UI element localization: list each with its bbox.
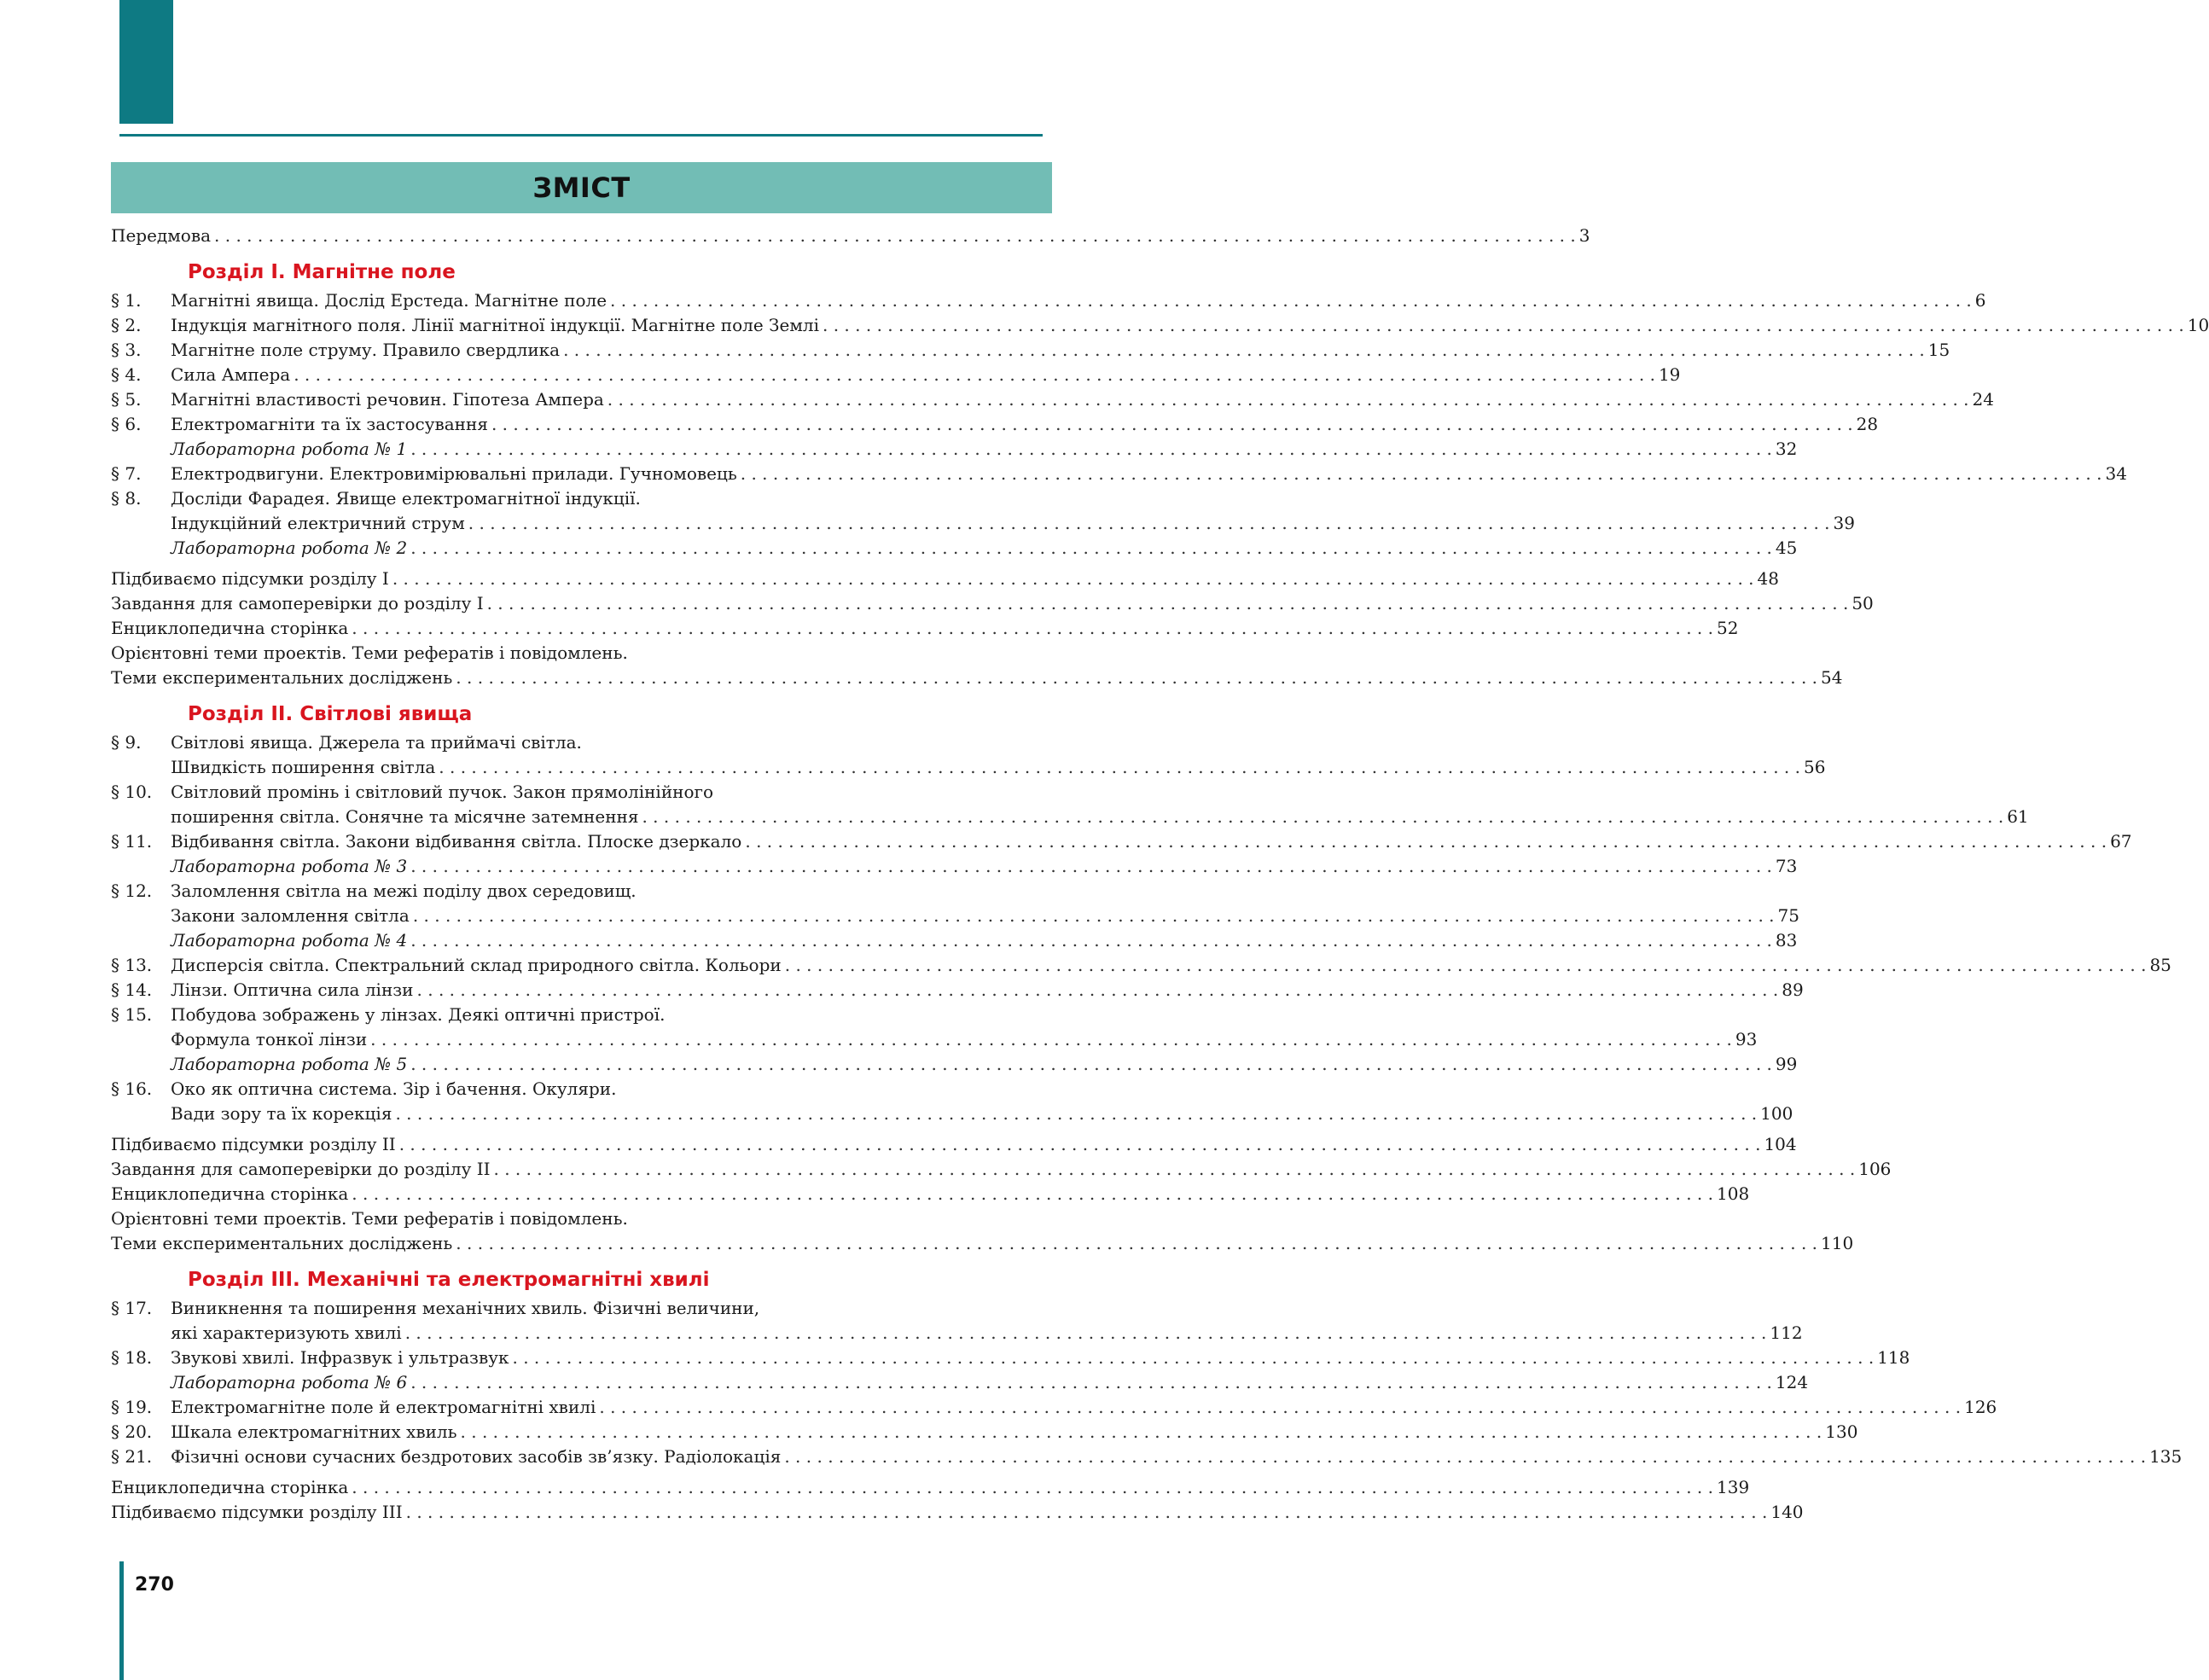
toc-number: § 15. (111, 1004, 153, 1025)
toc-page: 124 (1775, 1372, 1809, 1392)
toc-page: 56 (1803, 757, 1826, 777)
toc-page: 118 (1877, 1347, 1910, 1368)
toc-text: які характеризують хвилі (171, 1322, 402, 1343)
toc-page: 130 (1825, 1421, 1858, 1442)
toc-text: Швидкість поширення світла (171, 757, 436, 777)
toc-row[interactable] (111, 1346, 1910, 1370)
toc-row[interactable] (111, 1077, 1052, 1102)
dot-leader (456, 1231, 1817, 1256)
toc-page: 75 (1777, 905, 1799, 926)
toc-number: § 6. (111, 414, 142, 434)
dot-leader (405, 1321, 1767, 1346)
toc-text: Дисперсія світла. Спектральний склад природного світла. Кольори (171, 955, 782, 975)
toc-text: Передмова (111, 225, 212, 246)
toc-text: Орієнтовні теми проектів. Теми рефератів і повідомлень. (111, 1208, 628, 1229)
toc-row[interactable] (111, 1445, 2183, 1469)
dot-leader (294, 363, 1655, 387)
toc-number: § 21. (111, 1446, 153, 1467)
toc-text: Відбивання світла. Закони відбивання світла. Плоске дзеркало (171, 831, 742, 852)
toc-page: 85 (2149, 955, 2171, 975)
toc-row-continued[interactable] (111, 1321, 1803, 1346)
toc-row-continued[interactable] (111, 805, 2029, 829)
toc-page: 135 (2149, 1446, 2183, 1467)
toc-row[interactable] (111, 829, 2132, 854)
toc-row[interactable] (111, 978, 1804, 1003)
toc-page: 108 (1717, 1183, 1750, 1204)
toc-row-encyclopedia[interactable] (111, 1182, 1750, 1206)
dot-leader (563, 338, 1925, 363)
toc-row-lab[interactable] (111, 1052, 1798, 1077)
toc-text: Магнітні властивості речовин. Гіпотеза Ампера (171, 389, 604, 410)
toc-row[interactable] (111, 953, 2171, 978)
toc-number: § 18. (111, 1347, 153, 1368)
toc-text: Енциклопедична сторінка (111, 1183, 349, 1204)
toc-page: 83 (1775, 930, 1798, 950)
dot-leader (399, 1132, 1761, 1157)
toc-number: § 17. (111, 1298, 153, 1318)
toc-page: 89 (1782, 980, 1804, 1000)
toc-number: § 11. (111, 831, 153, 852)
toc-number: § 4. (111, 364, 142, 385)
toc-page: 24 (1972, 389, 1994, 410)
toc-text: Лінзи. Оптична сила лінзи (171, 980, 414, 1000)
toc-text: Лабораторна робота № 4 (171, 930, 408, 950)
toc-page: 139 (1717, 1477, 1750, 1497)
toc-text: Сила Ампера (171, 364, 291, 385)
toc-row-encyclopedia[interactable] (111, 616, 1739, 641)
toc-page: 52 (1717, 618, 1739, 638)
table-of-contents (111, 224, 2209, 1525)
toc-number: § 5. (111, 389, 142, 410)
toc-row-lab[interactable] (111, 536, 1798, 561)
toc-text: Підбиваємо підсумки розділу II (111, 1134, 396, 1154)
toc-row-lab[interactable] (111, 437, 1798, 462)
toc-page: 61 (2007, 806, 2029, 827)
top-divider (119, 134, 1043, 137)
toc-row-projects[interactable] (111, 1206, 1052, 1231)
toc-number: § 16. (111, 1078, 153, 1099)
toc-page: 48 (1757, 568, 1779, 589)
toc-number: § 1. (111, 290, 142, 311)
toc-page: 99 (1775, 1054, 1798, 1074)
dot-leader (392, 567, 1754, 591)
corner-accent-block (119, 0, 173, 124)
dot-leader (410, 437, 1772, 462)
toc-row[interactable] (111, 288, 1986, 313)
toc-page: 106 (1858, 1159, 1892, 1179)
toc-text: поширення світла. Сонячне та місячне затемнення (171, 806, 639, 827)
toc-row[interactable] (111, 879, 1052, 904)
dot-leader (352, 616, 1713, 641)
toc-page: 19 (1658, 364, 1681, 385)
toc-number: § 20. (111, 1421, 153, 1442)
toc-text: Електромагнітне поле й електромагнітні хвилі (171, 1397, 596, 1417)
dot-leader (512, 1346, 1874, 1370)
dot-leader (461, 1420, 1822, 1445)
toc-text: Теми експериментальних досліджень (111, 1233, 453, 1253)
toc-page: 73 (1775, 856, 1798, 876)
toc-number: § 7. (111, 463, 142, 484)
toc-page: 93 (1735, 1029, 1758, 1049)
toc-row[interactable] (111, 486, 1052, 511)
toc-row-summary[interactable] (111, 1500, 1804, 1525)
toc-text: Лабораторна робота № 5 (171, 1054, 408, 1074)
toc-text: Магнітні явища. Дослід Ерстеда. Магнітне поле (171, 290, 607, 311)
toc-row-encyclopedia[interactable] (111, 1475, 1750, 1500)
toc-page: 3 (1578, 225, 1590, 246)
section-heading-2: Розділ II. Світлові явища (188, 703, 473, 725)
toc-text: Формула тонкої лінзи (171, 1029, 368, 1049)
toc-row[interactable] (111, 338, 1950, 363)
toc-text: Енциклопедична сторінка (111, 1477, 349, 1497)
toc-number: § 19. (111, 1397, 153, 1417)
dot-leader (370, 1027, 1732, 1052)
toc-text: Магнітне поле струму. Правило свердлика (171, 340, 561, 360)
toc-row-continued[interactable] (111, 755, 1826, 780)
toc-text: Підбиваємо підсумки розділу III (111, 1502, 403, 1522)
toc-text: Досліди Фарадея. Явище електромагнітної індукції. (171, 488, 641, 509)
toc-number: § 8. (111, 488, 142, 509)
toc-page: 39 (1833, 513, 1855, 533)
toc-number: § 2. (111, 315, 142, 335)
toc-page: 10 (2187, 315, 2209, 335)
toc-page: 112 (1770, 1322, 1803, 1343)
toc-page: 15 (1927, 340, 1950, 360)
toc-text: Лабораторна робота № 6 (171, 1372, 408, 1392)
toc-number: § 14. (111, 980, 153, 1000)
toc-row-continued[interactable] (111, 1027, 1758, 1052)
toc-number: § 9. (111, 732, 142, 753)
toc-row-continued[interactable] (111, 666, 1843, 690)
toc-text: Побудова зображень у лінзах. Деякі оптичні пристрої. (171, 1004, 666, 1025)
toc-row-selfcheck[interactable] (111, 1157, 1892, 1182)
toc-page: 110 (1821, 1233, 1854, 1253)
dot-leader (494, 1157, 1856, 1182)
dot-leader (413, 904, 1775, 928)
dot-leader (214, 224, 1576, 248)
toc-row-continued[interactable] (111, 511, 1855, 536)
toc-row[interactable] (111, 1420, 1858, 1445)
toc-row-selfcheck[interactable] (111, 591, 1874, 616)
toc-row[interactable] (111, 1296, 1052, 1321)
dot-leader (417, 978, 1779, 1003)
toc-row[interactable] (111, 1003, 1052, 1027)
toc-row-continued[interactable] (111, 1231, 1854, 1256)
toc-row-lab[interactable] (111, 854, 1798, 879)
toc-number: § 12. (111, 881, 153, 901)
toc-number: § 3. (111, 340, 142, 360)
toc-text: Завдання для самоперевірки до розділу II (111, 1159, 491, 1179)
toc-row[interactable] (111, 412, 1879, 437)
dot-leader (741, 462, 2102, 486)
toc-page: 140 (1770, 1502, 1804, 1522)
dot-leader (456, 666, 1817, 690)
toc-row-lab[interactable] (111, 1370, 1809, 1395)
toc-row-continued[interactable] (111, 904, 1799, 928)
dot-leader (395, 1102, 1757, 1126)
toc-number: § 13. (111, 955, 153, 975)
toc-page: 50 (1851, 593, 1874, 613)
dot-leader (784, 1445, 2146, 1469)
page-number: 270 (135, 1574, 174, 1596)
dot-leader (439, 755, 1800, 780)
toc-page: 126 (1964, 1397, 1997, 1417)
page-title: ЗМІСТ (532, 171, 631, 204)
toc-text: Виникнення та поширення механічних хвиль. Фізичні величини, (171, 1298, 760, 1318)
toc-text: Лабораторна робота № 2 (171, 538, 408, 558)
toc-text: Індукція магнітного поля. Лінії магнітної індукції. Магнітне поле Землі (171, 315, 819, 335)
toc-text: Завдання для самоперевірки до розділу I (111, 593, 484, 613)
toc-page: 67 (2110, 831, 2132, 852)
toc-row-preface[interactable] (111, 224, 1590, 248)
toc-text: Індукційний електричний струм (171, 513, 465, 533)
toc-row[interactable] (111, 387, 1994, 412)
dot-leader (745, 829, 2107, 854)
toc-page: 34 (2105, 463, 2127, 484)
toc-page: 32 (1775, 439, 1798, 459)
toc-text: Лабораторна робота № 3 (171, 856, 408, 876)
toc-text: Електродвигуни. Електровимірювальні прилади. Гучномовець (171, 463, 737, 484)
toc-text: Електромагніти та їх застосування (171, 414, 488, 434)
dot-leader (642, 805, 2003, 829)
toc-text: Підбиваємо підсумки розділу I (111, 568, 389, 589)
dot-leader (491, 412, 1853, 437)
dot-leader (352, 1475, 1713, 1500)
toc-page: 104 (1764, 1134, 1797, 1154)
dot-leader (406, 1500, 1768, 1525)
toc-text: Шкала електромагнітних хвиль (171, 1421, 457, 1442)
toc-text: Закони заломлення світла (171, 905, 410, 926)
toc-text: Теми експериментальних досліджень (111, 667, 453, 688)
toc-row-projects[interactable] (111, 641, 1052, 666)
toc-row[interactable] (111, 1395, 1997, 1420)
toc-row[interactable] (111, 363, 1681, 387)
toc-row[interactable] (111, 313, 2209, 338)
toc-number: § 10. (111, 782, 153, 802)
toc-text: Лабораторна робота № 1 (171, 439, 408, 459)
dot-leader (410, 1052, 1772, 1077)
toc-text: Світлові явища. Джерела та приймачі світла. (171, 732, 582, 753)
dot-leader (607, 387, 1969, 412)
section-heading-3: Розділ III. Механічні та електромагнітні хвилі (188, 1269, 710, 1291)
dot-leader (610, 288, 1972, 313)
side-accent-rule (119, 1561, 124, 1680)
toc-text: Світловий промінь і світловий пучок. Закон прямолінійного (171, 782, 714, 802)
toc-text: Енциклопедична сторінка (111, 618, 349, 638)
dot-leader (468, 511, 1830, 536)
toc-row[interactable] (111, 730, 1052, 755)
dot-leader (352, 1182, 1713, 1206)
toc-page: 28 (1856, 414, 1879, 434)
toc-page: 100 (1760, 1103, 1793, 1124)
toc-text: Звукові хвилі. Інфразвук і ультразвук (171, 1347, 509, 1368)
dot-leader (410, 928, 1772, 953)
toc-row-continued[interactable] (111, 1102, 1793, 1126)
dot-leader (410, 1370, 1772, 1395)
toc-text: Орієнтовні теми проектів. Теми рефератів і повідомлень. (111, 642, 628, 663)
toc-text: Заломлення світла на межі поділу двох середовищ. (171, 881, 637, 901)
toc-row[interactable] (111, 780, 1052, 805)
dot-leader (410, 854, 1772, 879)
toc-row-summary[interactable] (111, 567, 1779, 591)
toc-page: 6 (1974, 290, 1986, 311)
dot-leader (410, 536, 1772, 561)
toc-text: Вади зору та їх корекція (171, 1103, 392, 1124)
section-heading-1: Розділ I. Магнітне поле (188, 261, 456, 283)
toc-row-summary[interactable] (111, 1132, 1797, 1157)
dot-leader (785, 953, 2147, 978)
toc-row-lab[interactable] (111, 928, 1798, 953)
toc-text: Око як оптична система. Зір і бачення. Окуляри. (171, 1078, 617, 1099)
toc-page: 54 (1821, 667, 1843, 688)
dot-leader (487, 591, 1849, 616)
toc-text: Фізичні основи сучасних бездротових засобів зв’язку. Радіолокація (171, 1446, 782, 1467)
dot-leader (599, 1395, 1961, 1420)
toc-row[interactable] (111, 462, 2127, 486)
title-bar (111, 162, 1052, 213)
toc-page: 45 (1775, 538, 1798, 558)
dot-leader (823, 313, 2184, 338)
